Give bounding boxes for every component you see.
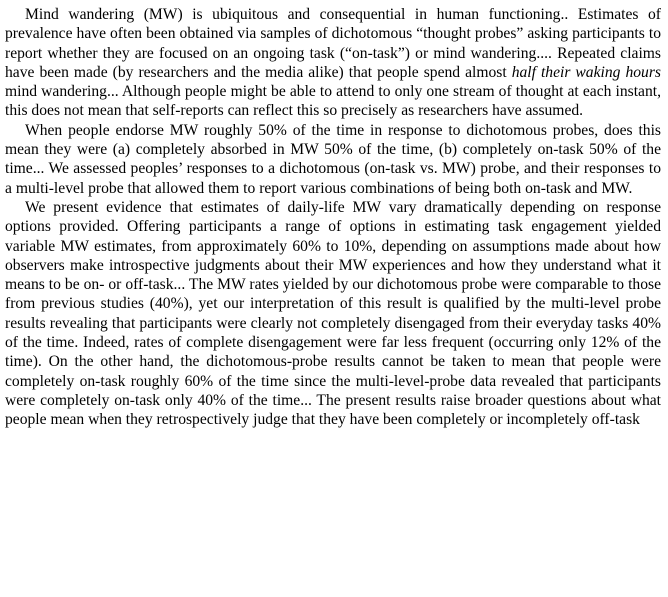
paragraph-1-text-after: mind wandering... Although people might be able to attend to only one stream of thought at each instant, this does not mean that self-reports can reflect this so precisely as researchers have assumed.	[5, 83, 661, 120]
paragraph-3: We present evidence that estimates of daily-life MW vary dramatically depending on response options provided. Offering participants a range of options in estimating task engagement yielded variable MW estimates, from approximately 60% to 10%, depending on assumptions made about how observers make introspective judgments about their MW experiences and how they understand what it means to be on- or off-task... The MW rates yielded by our dichotomous probe were comparable to those from previous studies (40%), yet our interpretation of this result is qualified by the multi-level probe results revealing that participants were clearly not completely disengaged from their everyday tasks 40% of the time. Indeed, rates of complete disengagement were far less frequent (occurring only 12% of the time). On the other hand, the dichotomous-probe results cannot be taken to mean that people were completely on-task roughly 60% of the time since the multi-level-probe data revealed that participants were completely on-task only 40% of the time... The present results raise broader questions about what people mean when they retrospectively judge that they have been completely or incompletely off-task	[5, 198, 661, 429]
paragraph-1-text-before: Mind wandering (MW) is ubiquitous and consequential in human functioning.. Estimates of prevalence have often been obtained via samples of dichotomous “thought probes” asking participants to report whether they are focused on an ongoing task (“on-task”) or mind wandering.... Repeated claims have been made (by researchers and the media alike) that people spend almost	[5, 6, 661, 81]
document-body	[5, 5, 661, 430]
paragraph-2: When people endorse MW roughly 50% of the time in response to dichotomous probes, does this mean they were (a) completely absorbed in MW 50% of the time, (b) completely on-task 50% of the time... We assessed peoples’ responses to a dichotomous (on-task vs. MW) probe, and their responses to a multi-level probe that allowed them to report various combinations of being both on-task and MW.	[5, 121, 661, 197]
paragraph-1-emphasis: half their waking hours	[511, 63, 661, 81]
paragraph-1	[5, 5, 661, 121]
